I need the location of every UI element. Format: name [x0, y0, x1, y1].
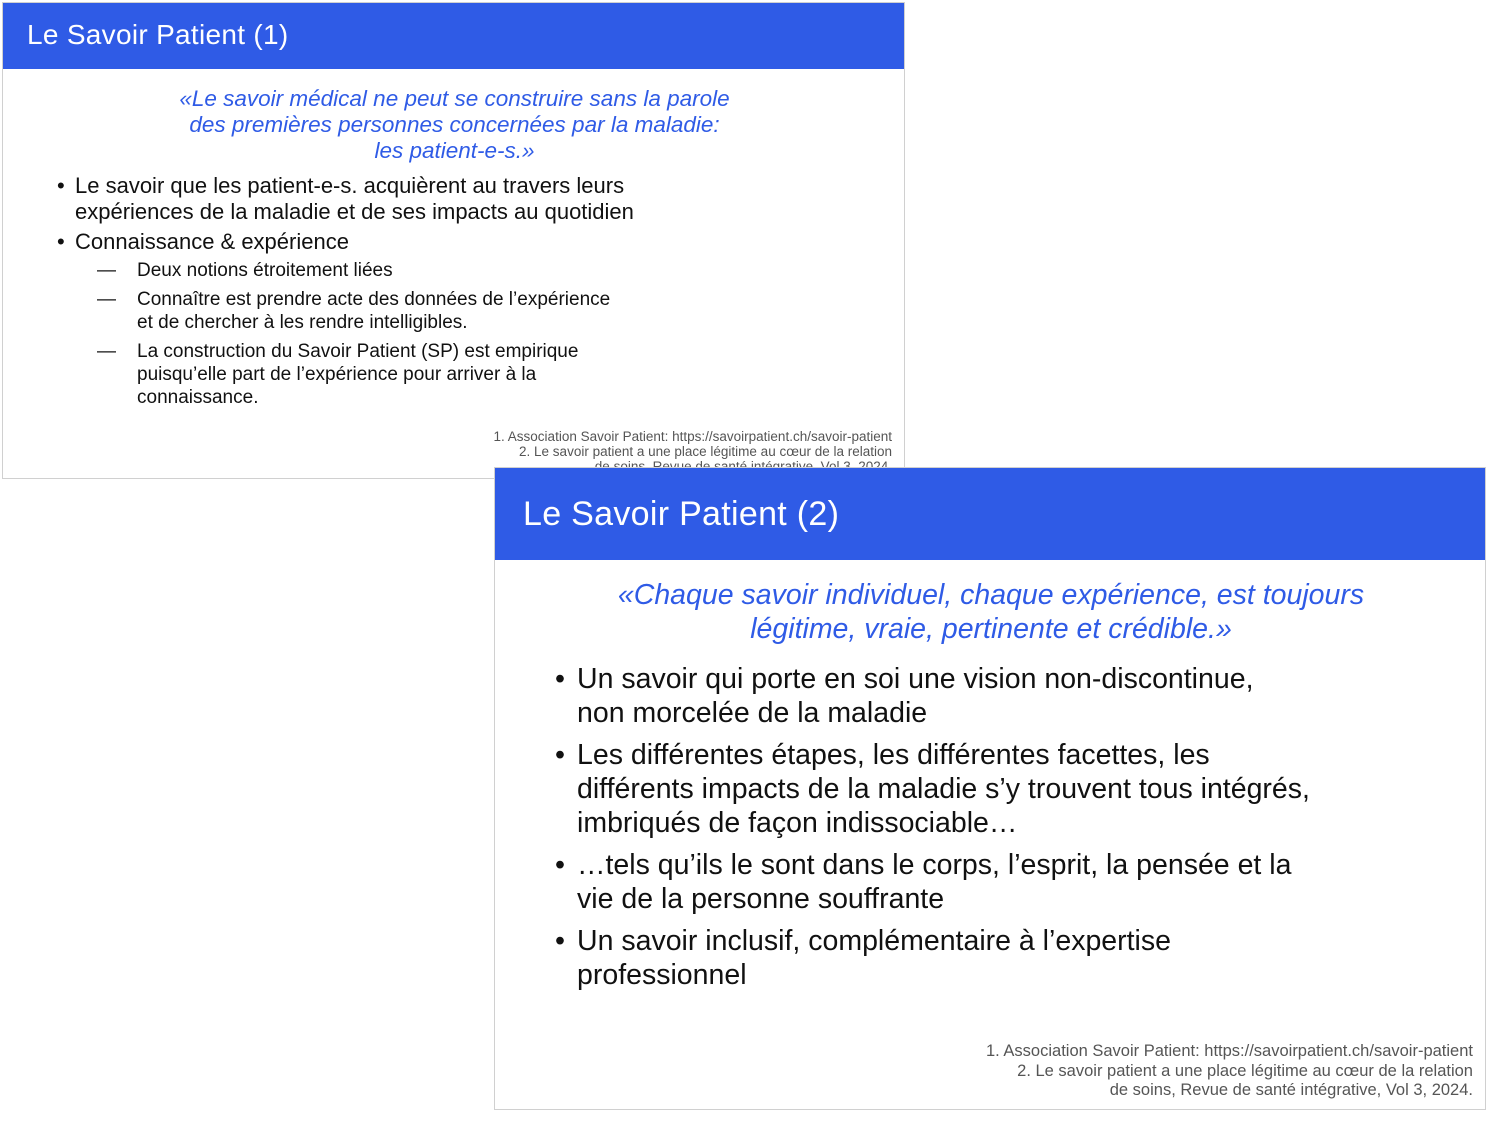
bullet-dot-icon: • [555, 849, 565, 881]
slide-2 [494, 467, 1486, 1110]
reference-line: 1. Association Savoir Patient: https://savoirpatient.ch/savoir-patient [985, 1042, 1473, 1060]
bullet-text-line: vie de la personne souffrante [577, 883, 945, 915]
bullet-dot-icon: • [555, 739, 565, 771]
bullet-text-line: professionnel [577, 959, 747, 991]
sub-bullet-item [53, 288, 634, 334]
bullet-text-line: et de chercher à les rendre intelligibles. [137, 312, 468, 333]
bullet-text-line: connaissance. [137, 387, 259, 408]
bullet-text-line: non morcelée de la maladie [577, 697, 928, 729]
bullet-dot-icon: • [555, 663, 565, 695]
slide-1-quote [3, 86, 905, 164]
bullet-text-line: Un savoir qui porte en soi une vision non-discontinue, [577, 663, 1254, 695]
bullet-item [53, 173, 634, 225]
dash-icon: — [97, 289, 116, 310]
dash-icon: — [97, 341, 116, 362]
slide-2-bullet-list [553, 662, 1310, 1000]
bullet-text-line: différents impacts de la maladie s’y trouvent tous intégrés, [577, 773, 1310, 805]
bullet-text-line: Les différentes étapes, les différentes facettes, les [577, 739, 1210, 771]
slide-2-references [986, 1042, 1473, 1101]
bullet-item [53, 229, 634, 255]
bullet-item [553, 662, 1310, 730]
sub-bullet-item [53, 259, 634, 282]
reference-line: 1. Association Savoir Patient: https://savoirpatient.ch/savoir-patient [493, 429, 892, 444]
bullet-item [553, 848, 1310, 916]
bullet-item [553, 738, 1310, 840]
dash-icon: — [97, 260, 116, 281]
bullet-text-line: Connaître est prendre acte des données de l’expérience [137, 289, 611, 310]
slide-1-bullet-list [53, 173, 634, 415]
quote-line: les patient-e-s.» [374, 138, 535, 163]
bullet-text-line: puisqu’elle part de l’expérience pour arriver à la [137, 364, 537, 385]
bullet-text-line: Deux notions étroitement liées [137, 260, 393, 281]
bullet-item [553, 924, 1310, 992]
bullet-text-line: …tels qu’ils le sont dans le corps, l’esprit, la pensée et la [577, 849, 1292, 881]
quote-line: des premières personnes concernées par la maladie: [189, 112, 720, 137]
bullet-text-line: imbriqués de façon indissociable… [577, 807, 1018, 839]
reference-line: 2. Le savoir patient a une place légitime au cœur de la relation [1017, 1061, 1473, 1080]
slide-1-header [3, 3, 904, 69]
bullet-text-line: Le savoir que les patient-e-s. acquièrent au travers leurs [75, 173, 625, 198]
reference-line: de soins, Revue de santé intégrative, Vol 3, 2024. [1109, 1081, 1473, 1099]
bullet-dot-icon: • [555, 925, 565, 957]
bullet-text-line: La construction du Savoir Patient (SP) est empirique [137, 341, 579, 362]
slide-1 [2, 2, 905, 479]
quote-line: légitime, vraie, pertinente et crédible.» [750, 613, 1232, 645]
slide-2-quote [495, 578, 1486, 646]
bullet-dot-icon: • [57, 173, 65, 198]
slide-2-header [495, 468, 1485, 560]
reference-line: 2. Le savoir patient a une place légitime au cœur de la relation [519, 444, 892, 459]
slide-2-title: Le Savoir Patient (2) [523, 495, 840, 533]
quote-line: «Chaque savoir individuel, chaque expérience, est toujours [617, 579, 1365, 611]
sub-bullet-item [53, 340, 634, 409]
bullet-text-line: Un savoir inclusif, complémentaire à l’expertise [577, 925, 1171, 957]
bullet-text-line: expériences de la maladie et de ses impacts au quotidien [75, 199, 634, 224]
bullet-text-line: Connaissance & expérience [75, 229, 349, 254]
slide-1-title: Le Savoir Patient (1) [27, 19, 289, 50]
bullet-dot-icon: • [57, 229, 65, 254]
quote-line: «Le savoir médical ne peut se construire sans la parole [179, 86, 730, 111]
